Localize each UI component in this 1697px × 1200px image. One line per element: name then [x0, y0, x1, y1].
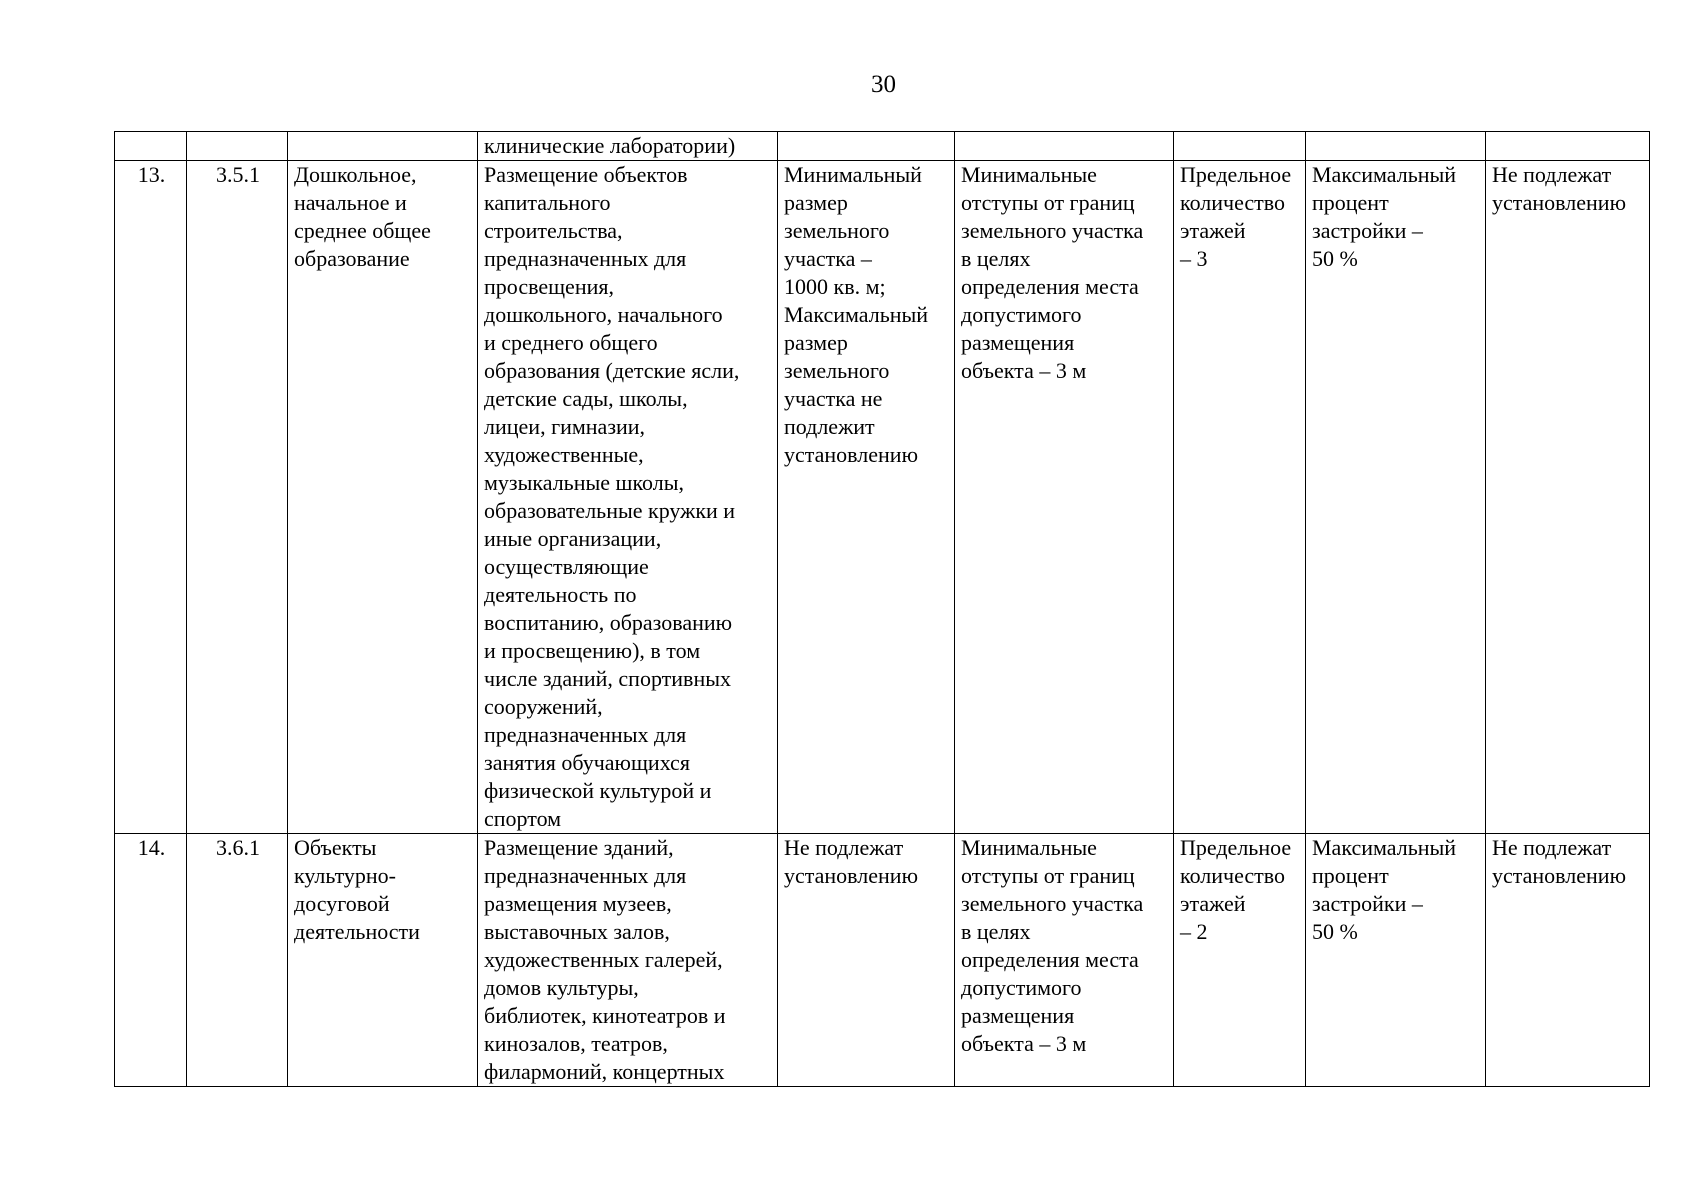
cell-code: 3.6.1	[187, 834, 288, 1087]
cell-description: Размещение объектов капитального строительства, предназначенных для просвещения, дошкольного, начального и среднего общего образования (детские ясли, детские сады, школы, лицеи, гимназии, художественные, музыкальные школы, образовательные кружки и иные организации, осуществляющие деятельность по воспитанию, образованию и просвещению), в том числе зданий, спортивных сооружений, предназначенных для занятия обучающихся физической культурой и спортом	[478, 161, 778, 834]
cell-plot-size	[778, 132, 955, 161]
cell-setbacks	[955, 132, 1174, 161]
cell-setbacks: Минимальные отступы от границ земельного участка в целях определения места допустимого размещения объекта – 3 м	[955, 161, 1174, 834]
cell-floors	[1174, 132, 1306, 161]
cell-setbacks: Минимальные отступы от границ земельного участка в целях определения места допустимого размещения объекта – 3 м	[955, 834, 1174, 1087]
cell-coverage: Максимальный процент застройки – 50 %	[1306, 161, 1486, 834]
cell-coverage	[1306, 132, 1486, 161]
cell-floors: Предельное количество этажей – 2	[1174, 834, 1306, 1087]
cell-code	[187, 132, 288, 161]
regulations-table	[114, 131, 1650, 1087]
cell-coverage: Максимальный процент застройки – 50 %	[1306, 834, 1486, 1087]
cell-use-name: Дошкольное, начальное и среднее общее образование	[288, 161, 478, 834]
table-row	[115, 132, 1650, 161]
cell-plot-size: Минимальный размер земельного участка – 1000 кв. м; Максимальный размер земельного участка не подлежит установлению	[778, 161, 955, 834]
cell-code: 3.5.1	[187, 161, 288, 834]
cell-use-name	[288, 132, 478, 161]
cell-number: 13.	[115, 161, 187, 834]
cell-description: клинические лаборатории)	[478, 132, 778, 161]
cell-other	[1486, 132, 1650, 161]
table-row	[115, 161, 1650, 834]
cell-number: 14.	[115, 834, 187, 1087]
page-number: 30	[871, 71, 896, 98]
table-row	[115, 834, 1650, 1087]
cell-other: Не подлежат установлению	[1486, 161, 1650, 834]
cell-number	[115, 132, 187, 161]
cell-plot-size: Не подлежат установлению	[778, 834, 955, 1087]
cell-use-name: Объекты культурно- досуговой деятельности	[288, 834, 478, 1087]
cell-description: Размещение зданий, предназначенных для размещения музеев, выставочных залов, художественных галерей, домов культуры, библиотек, кинотеатров и кинозалов, театров, филармоний, концертных	[478, 834, 778, 1087]
cell-floors: Предельное количество этажей – 3	[1174, 161, 1306, 834]
cell-other: Не подлежат установлению	[1486, 834, 1650, 1087]
